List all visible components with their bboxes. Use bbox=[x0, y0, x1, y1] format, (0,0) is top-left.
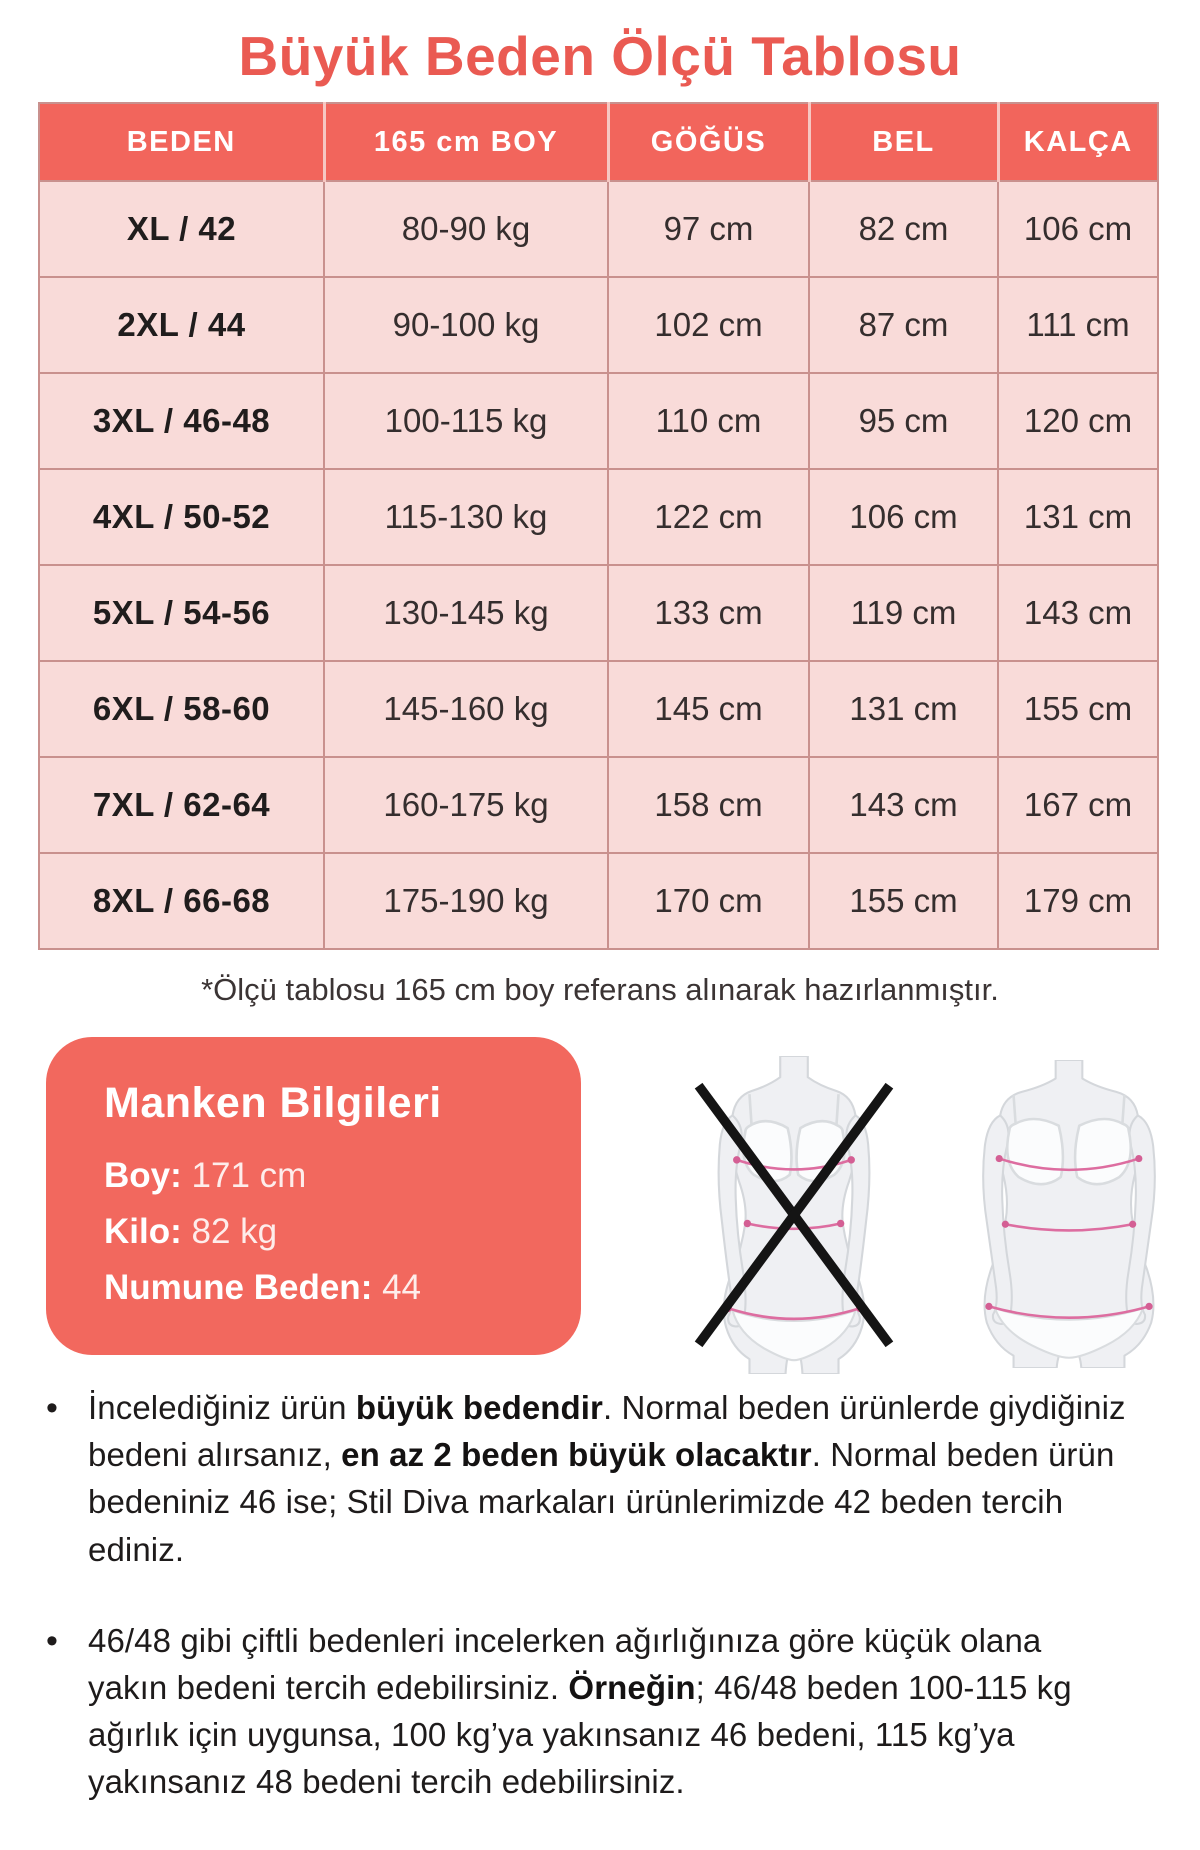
chest-cell: 122 cm bbox=[608, 469, 809, 565]
waist-cell: 119 cm bbox=[809, 565, 998, 661]
hip-cell: 120 cm bbox=[998, 373, 1158, 469]
weight-cell: 160-175 kg bbox=[324, 757, 608, 853]
size-cell: 5XL / 54-56 bbox=[39, 565, 324, 661]
model-info-title: Manken Bilgileri bbox=[104, 1079, 442, 1127]
chest-cell: 133 cm bbox=[608, 565, 809, 661]
table-header-row bbox=[39, 103, 1158, 181]
size-cell: 4XL / 50-52 bbox=[39, 469, 324, 565]
table-row bbox=[39, 181, 1158, 277]
chest-cell: 97 cm bbox=[608, 181, 809, 277]
hip-cell: 167 cm bbox=[998, 757, 1158, 853]
size-table bbox=[38, 102, 1159, 950]
table-row bbox=[39, 661, 1158, 757]
table-row bbox=[39, 757, 1158, 853]
waist-cell: 95 cm bbox=[809, 373, 998, 469]
table-row bbox=[39, 277, 1158, 373]
hip-cell: 106 cm bbox=[998, 181, 1158, 277]
size-cell: 8XL / 66-68 bbox=[39, 853, 324, 949]
col-header-beden: BEDEN bbox=[39, 103, 324, 181]
table-footnote: *Ölçü tablosu 165 cm boy referans alınarak hazırlanmıştır. bbox=[201, 972, 999, 1007]
note-text: İncelediğiniz ürün büyük bedendir. Normal beden ürünlerde giydiğiniz bedeni alırsanız, en az 2 beden büyük olacaktır. Normal beden ürün bedeniniz 46 ise; Stil Diva markaları ürünlerimizde 42 beden tercih ediniz. bbox=[88, 1389, 1126, 1568]
col-header-bel: BEL bbox=[809, 103, 998, 181]
note-item-sizing bbox=[40, 1384, 1170, 1573]
weight-cell: 115-130 kg bbox=[324, 469, 608, 565]
hip-cell: 155 cm bbox=[998, 661, 1158, 757]
size-cell: 2XL / 44 bbox=[39, 277, 324, 373]
col-header-boy: 165 cm BOY bbox=[324, 103, 608, 181]
size-cell: XL / 42 bbox=[39, 181, 324, 277]
table-row bbox=[39, 565, 1158, 661]
size-cell: 6XL / 58-60 bbox=[39, 661, 324, 757]
note-item-double-sizes bbox=[40, 1617, 1170, 1806]
slim-body-crossed-icon bbox=[688, 1056, 900, 1374]
size-cell: 3XL / 46-48 bbox=[39, 373, 324, 469]
waist-cell: 106 cm bbox=[809, 469, 998, 565]
hip-cell: 111 cm bbox=[998, 277, 1158, 373]
table-row bbox=[39, 373, 1158, 469]
model-height-row: Boy: 171 cm bbox=[104, 1156, 307, 1195]
waist-cell: 131 cm bbox=[809, 661, 998, 757]
notes-list bbox=[40, 1384, 1170, 1850]
chest-cell: 102 cm bbox=[608, 277, 809, 373]
bullet-dot: • bbox=[46, 1389, 58, 1427]
table-row bbox=[39, 469, 1158, 565]
page-title: Büyük Beden Ölçü Tablosu bbox=[238, 25, 962, 87]
waist-cell: 87 cm bbox=[809, 277, 998, 373]
model-sample-size-row: Numune Beden: 44 bbox=[104, 1268, 422, 1307]
size-cell: 7XL / 62-64 bbox=[39, 757, 324, 853]
weight-cell: 130-145 kg bbox=[324, 565, 608, 661]
hip-cell: 131 cm bbox=[998, 469, 1158, 565]
chest-cell: 170 cm bbox=[608, 853, 809, 949]
waist-cell: 155 cm bbox=[809, 853, 998, 949]
table-row bbox=[39, 853, 1158, 949]
chest-cell: 110 cm bbox=[608, 373, 809, 469]
weight-cell: 80-90 kg bbox=[324, 181, 608, 277]
model-weight-row: Kilo: 82 kg bbox=[104, 1212, 278, 1251]
note-text: 46/48 gibi çiftli bedenleri incelerken ağırlığınıza göre küçük olana yakın bedeni tercih edebilirsiniz. Örneğin; 46/48 beden 100-115 kg ağırlık için uygunsa, 100 kg’ya yakınsanız 46 bedeni, 115 kg’ya yakınsanız 48 bedeni tercih edebilirsiniz. bbox=[88, 1621, 1072, 1801]
hip-cell: 143 cm bbox=[998, 565, 1158, 661]
weight-cell: 100-115 kg bbox=[324, 373, 608, 469]
weight-cell: 90-100 kg bbox=[324, 277, 608, 373]
waist-cell: 143 cm bbox=[809, 757, 998, 853]
chest-cell: 145 cm bbox=[608, 661, 809, 757]
model-info-box bbox=[46, 1037, 581, 1355]
col-header-gogus: GÖĞÜS bbox=[608, 103, 809, 181]
hip-cell: 179 cm bbox=[998, 853, 1158, 949]
col-header-kalca: KALÇA bbox=[998, 103, 1158, 181]
weight-cell: 175-190 kg bbox=[324, 853, 608, 949]
weight-cell: 145-160 kg bbox=[324, 661, 608, 757]
bullet-dot: • bbox=[46, 1621, 58, 1660]
plus-size-body-icon bbox=[956, 1060, 1182, 1368]
chest-cell: 158 cm bbox=[608, 757, 809, 853]
waist-cell: 82 cm bbox=[809, 181, 998, 277]
